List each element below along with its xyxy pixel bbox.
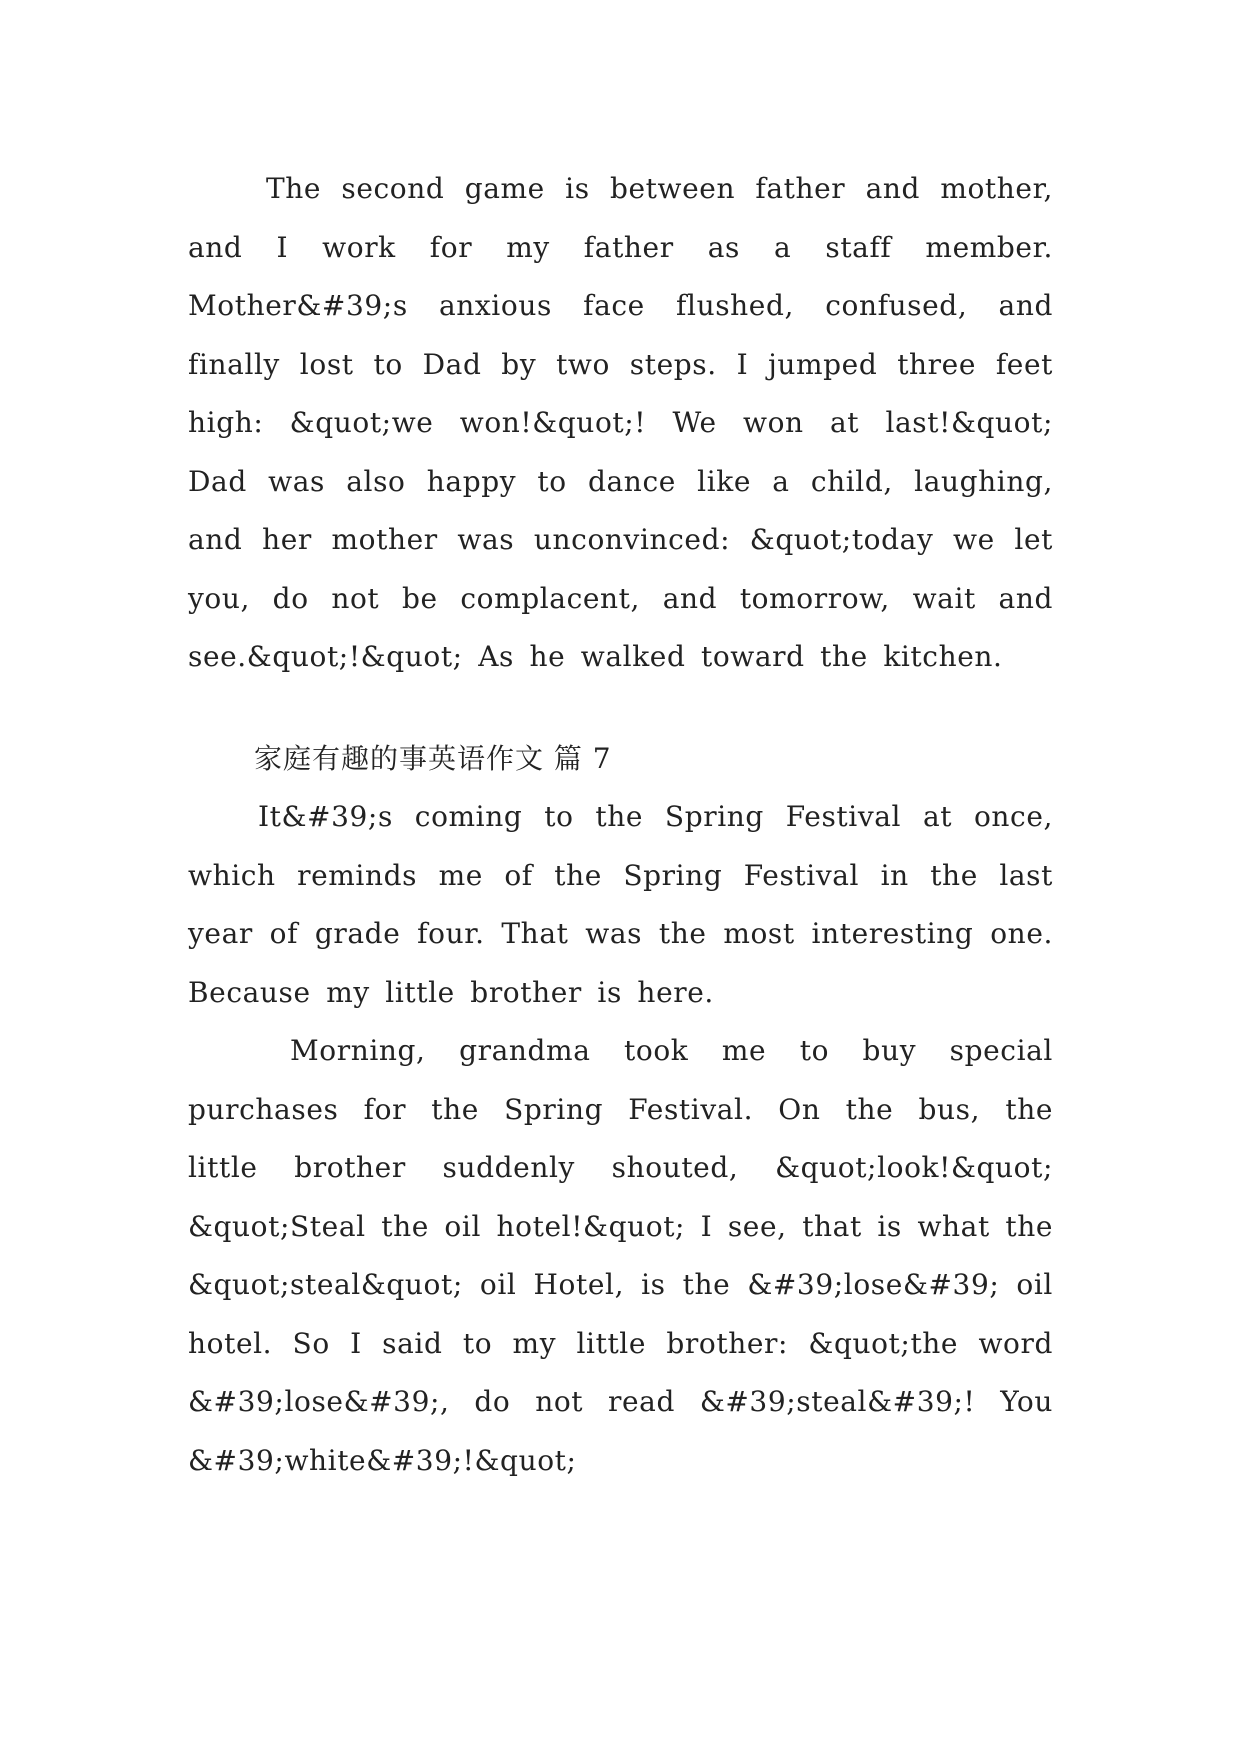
paragraph-second-game: The second game is between father and mother, and I work for my father as a staff member. Mother&#39;s anxious face flushed, confused, and finally lost to Dad by two steps. I jumped three feet high: &quot;we won!&quot;! We won at last!&quot; Dad was also happy to dance like a child, laughing, and her mother was unconvinced: &quot;today we let you, do not be complacent, and tomorrow, wait and see.&quot;!&quot; As he walked toward the kitchen. bbox=[188, 172, 1053, 673]
paragraph-morning-grandma: Morning, grandma took me to buy special purchases for the Spring Festival. On the bus, the little brother suddenly shouted, &quot;look!&quot; &quot;Steal the oil hotel!&quot; I see, that is what the &quot;steal&quot; oil Hotel, is the &#39;lose&#39; oil hotel. So I said to my little brother: &quot;the word &#39;lose&#39;, do not read &#39;steal&#39;! You &#39;white&#39;!&quot; bbox=[188, 1034, 1053, 1477]
document-page bbox=[188, 160, 1053, 1490]
section-heading: 家庭有趣的事英语作文 篇 7 bbox=[254, 741, 612, 775]
paragraph-spring-festival: It&#39;s coming to the Spring Festival at once, which reminds me of the Spring Festival in the last year of grade four. That was the most interesting one. Because my little brother is here. bbox=[188, 800, 1053, 1009]
